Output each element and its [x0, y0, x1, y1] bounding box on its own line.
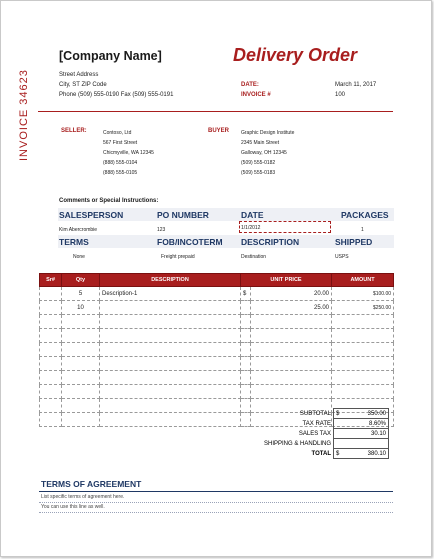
- invoice-number-label: INVOICE #: [241, 92, 271, 98]
- company-name: [Company Name]: [59, 49, 162, 63]
- cell-amount: [332, 371, 394, 385]
- description-value: Destination: [241, 254, 267, 260]
- po-number-value: 123: [157, 227, 166, 233]
- seller-line: Contoso, Ltd: [103, 130, 132, 136]
- totals-row-shipping: [239, 439, 389, 449]
- cell-amount: [332, 329, 394, 343]
- terms-value: None: [73, 254, 85, 260]
- cell-sr[interactable]: [40, 343, 62, 357]
- cell-currency: [241, 301, 251, 315]
- salesperson-header: SALESPERSON: [59, 210, 124, 220]
- cell-description[interactable]: [100, 385, 241, 399]
- date-input[interactable]: 1/1/2012: [239, 221, 331, 233]
- description-header: DESCRIPTION: [241, 237, 300, 247]
- table-row: [40, 329, 394, 343]
- buyer-line: (509) 555-0182: [241, 160, 276, 166]
- cell-unit-price[interactable]: [251, 385, 332, 399]
- cell-qty[interactable]: [62, 357, 100, 371]
- buyer-line: (509) 555-0183: [241, 170, 276, 176]
- salesperson-value: Kim Abercrombie: [59, 227, 98, 233]
- cell-description[interactable]: [100, 357, 241, 371]
- fob-incoterm-header: FOB/INCOTERM: [157, 237, 223, 247]
- terms-line-2[interactable]: You can use this line as well.: [41, 504, 105, 510]
- tax-rate-label: TAX RATE: [302, 420, 331, 427]
- terms-dotted-rule: [39, 512, 393, 513]
- shipped-header: SHIPPED: [335, 237, 373, 247]
- city-state-zip: City, ST ZIP Code: [59, 82, 107, 88]
- total-label: TOTAL: [311, 450, 331, 457]
- cell-unit-price[interactable]: 20.00: [251, 287, 332, 301]
- cell-currency: [241, 357, 251, 371]
- cell-sr[interactable]: [40, 301, 62, 315]
- cell-description[interactable]: [100, 329, 241, 343]
- cell-currency: $: [241, 287, 251, 301]
- cell-amount: $100.00: [332, 287, 394, 301]
- totals-row-total: [239, 449, 389, 459]
- cell-description[interactable]: [100, 301, 241, 315]
- tax-rate-value[interactable]: 8.60%: [344, 419, 389, 429]
- column-header-qty: Qty: [62, 274, 100, 287]
- cell-qty[interactable]: [62, 315, 100, 329]
- cell-amount: [332, 357, 394, 371]
- sales-tax-label: SALES TAX: [298, 430, 331, 437]
- seller-line: 567 First Street: [103, 140, 138, 146]
- cell-qty[interactable]: [62, 343, 100, 357]
- table-row: [40, 301, 394, 315]
- terms-dotted-rule: [39, 502, 393, 503]
- total-currency: $: [334, 449, 345, 459]
- cell-description[interactable]: [100, 315, 241, 329]
- totals-table: [239, 408, 389, 459]
- street-address: Street Address: [59, 72, 99, 78]
- table-row: [40, 357, 394, 371]
- column-header-unit-price: UNIT PRICE: [241, 274, 332, 287]
- cell-unit-price[interactable]: [251, 357, 332, 371]
- cell-description[interactable]: [100, 413, 241, 427]
- totals-row-sales-tax: [239, 429, 389, 439]
- cell-sr[interactable]: [40, 315, 62, 329]
- cell-qty[interactable]: [62, 413, 100, 427]
- po-number-header: PO NUMBER: [157, 210, 209, 220]
- cell-qty[interactable]: [62, 385, 100, 399]
- seller-line: (888) 555-0104: [103, 160, 138, 166]
- cell-currency: [241, 385, 251, 399]
- invoice-number-value: 100: [335, 92, 346, 98]
- cell-amount: $250.00: [332, 301, 394, 315]
- terms-line-1[interactable]: List specific terms of agreement here.: [41, 494, 125, 500]
- cell-description[interactable]: [100, 343, 241, 357]
- cell-unit-price[interactable]: [251, 315, 332, 329]
- seller-block: [103, 128, 154, 178]
- terms-of-agreement-title: TERMS OF AGREEMENT: [41, 479, 142, 489]
- cell-sr[interactable]: [40, 413, 62, 427]
- packages-value: 1: [361, 227, 364, 233]
- sales-tax-value: 30.10: [344, 429, 389, 439]
- cell-amount: [332, 385, 394, 399]
- total-value: 380.10: [344, 449, 389, 459]
- column-header-description: DESCRIPTION: [100, 274, 241, 287]
- table-row: [40, 287, 394, 301]
- seller-line: Chicmyville, WA 12345: [103, 150, 154, 156]
- shipping-currency: [334, 439, 345, 449]
- invoice-vertical-label: INVOICE 34623: [18, 69, 30, 161]
- cell-currency: [241, 343, 251, 357]
- cell-sr[interactable]: [40, 287, 62, 301]
- cell-currency: [241, 315, 251, 329]
- shipped-value: USPS: [335, 254, 349, 260]
- cell-qty[interactable]: [62, 399, 100, 413]
- cell-unit-price[interactable]: [251, 371, 332, 385]
- cell-unit-price[interactable]: [251, 343, 332, 357]
- cell-sr[interactable]: [40, 371, 62, 385]
- buyer-line: Graphic Design Institute: [241, 130, 295, 136]
- seller-label: SELLER:: [61, 128, 87, 134]
- cell-currency: [241, 371, 251, 385]
- cell-unit-price[interactable]: [251, 329, 332, 343]
- cell-qty[interactable]: [62, 329, 100, 343]
- cell-sr[interactable]: [40, 357, 62, 371]
- tax-rate-currency: [334, 419, 345, 429]
- subtotal-value: 350.00: [344, 409, 389, 419]
- buyer-line: 2345 Main Street: [241, 140, 280, 146]
- terms-divider: [39, 491, 393, 492]
- subtotal-currency: $: [334, 409, 345, 419]
- table-row: [40, 343, 394, 357]
- packages-header: PACKAGES: [341, 210, 389, 220]
- cell-sr[interactable]: [40, 399, 62, 413]
- cell-qty[interactable]: 5: [62, 287, 100, 301]
- phone-fax: Phone (509) 555-0190 Fax (509) 555-0191: [59, 92, 174, 98]
- cell-description[interactable]: Description-1: [100, 287, 241, 301]
- date-value: March 11, 2017: [335, 82, 377, 88]
- cell-qty[interactable]: [62, 371, 100, 385]
- items-table-header: [40, 274, 394, 287]
- table-row: [40, 385, 394, 399]
- items-table: [39, 273, 394, 427]
- cell-description[interactable]: [100, 399, 241, 413]
- cell-sr[interactable]: [40, 385, 62, 399]
- subtotal-label: SUBTOTAL: [299, 410, 331, 417]
- shipping-value[interactable]: [344, 439, 389, 449]
- totals-row-tax-rate: [239, 419, 389, 429]
- cell-qty[interactable]: 10: [62, 301, 100, 315]
- buyer-block: [241, 128, 294, 178]
- header-divider: [38, 111, 393, 112]
- cell-description[interactable]: [100, 371, 241, 385]
- shipping-label: SHIPPING & HANDLING: [263, 440, 331, 447]
- buyer-line: Galloway, OH 12345: [241, 150, 287, 156]
- sales-tax-currency: [334, 429, 345, 439]
- terms-header: TERMS: [59, 237, 89, 247]
- comments-label: Comments or Special Instructions:: [59, 198, 159, 204]
- column-header-sr: Sr#: [40, 274, 62, 287]
- date-header: DATE: [241, 210, 264, 220]
- column-header-amount: AMOUNT: [332, 274, 394, 287]
- fob-incoterm-value: Freight prepaid: [161, 254, 195, 260]
- table-row: [40, 371, 394, 385]
- table-row: [40, 315, 394, 329]
- cell-amount: [332, 343, 394, 357]
- cell-amount: [332, 315, 394, 329]
- document-title: Delivery Order: [233, 45, 358, 65]
- date-label: DATE:: [241, 82, 259, 88]
- buyer-label: BUYER: [208, 128, 230, 134]
- cell-unit-price[interactable]: 25.00: [251, 301, 332, 315]
- cell-sr[interactable]: [40, 329, 62, 343]
- cell-currency: [241, 329, 251, 343]
- seller-line: (888) 555-0105: [103, 170, 138, 176]
- totals-row-subtotal: [239, 409, 389, 419]
